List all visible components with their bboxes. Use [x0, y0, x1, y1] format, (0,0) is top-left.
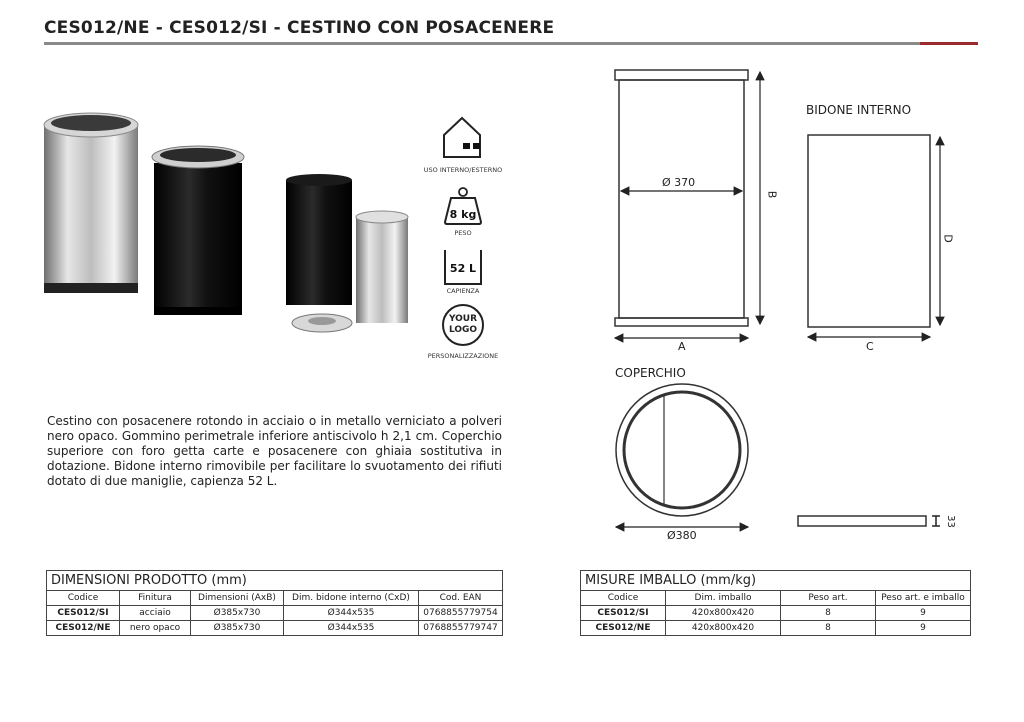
table-row — [581, 606, 971, 621]
table-cell: Ø344x535 — [284, 621, 419, 636]
lid-technical-drawing — [605, 382, 765, 532]
table-cell: CES012/SI — [581, 606, 666, 621]
column-header: Peso art. e imballo — [876, 591, 971, 606]
table-cell: acciaio — [120, 606, 191, 621]
page-title: CES012/NE - CES012/SI - CESTINO CON POSACENERE — [44, 18, 555, 38]
capacity-value: 52 L — [449, 262, 477, 275]
column-header: Dim. bidone interno (CxD) — [284, 591, 419, 606]
table-cell: 9 — [876, 621, 971, 636]
header-rule-accent — [920, 42, 978, 45]
product-dimensions-table — [46, 570, 503, 636]
table-cell: Ø385x730 — [191, 621, 284, 636]
bin-lid-outline — [615, 70, 748, 80]
packing-table-title: MISURE IMBALLO (mm/kg) — [581, 571, 971, 591]
house-icon — [441, 115, 483, 159]
table-cell: 420x800x420 — [666, 621, 781, 636]
table-cell: 9 — [876, 606, 971, 621]
column-header: Codice — [581, 591, 666, 606]
bin-base-outline — [615, 318, 748, 326]
column-header: Peso art. — [781, 591, 876, 606]
product-description: Cestino con posacenere rotondo in acciaio o in metallo verniciato a polveri nero opaco. Gommino perimetrale inferiore antiscivolo h 2,1 cm. Coperchio superiore con foro getta carte e posacenere con ghiaia sostitutiva in dotazione. Bidone interno rimovibile per facilitare lo svuotamento dei rifiuti dotato di due maniglie, capienza 52 L. — [47, 414, 502, 488]
product-table-title: DIMENSIONI PRODOTTO (mm) — [47, 571, 503, 591]
dim-b-label: B — [765, 190, 779, 199]
table-header-row — [581, 591, 971, 606]
lid-height-label: 33 — [944, 515, 956, 528]
inner-bin-title: BIDONE INTERNO — [806, 103, 912, 117]
steel-bin-photo — [44, 113, 138, 293]
packing-table — [580, 570, 971, 636]
dim-a-label: A — [678, 340, 686, 353]
inner-bin-technical-drawing — [800, 130, 960, 345]
capacity-label: CAPIENZA — [446, 287, 480, 295]
column-header: Dimensioni (AxB) — [191, 591, 284, 606]
table-cell: 0768855779747 — [419, 621, 503, 636]
icon-column — [421, 115, 505, 370]
table-row — [581, 621, 971, 636]
column-header: Dim. imballo — [666, 591, 781, 606]
logo-label: PERSONALIZZAZIONE — [427, 352, 499, 360]
table-header-row — [47, 591, 503, 606]
table-cell: Ø344x535 — [284, 606, 419, 621]
inner-bin-outline — [808, 135, 930, 327]
black-bin-body-photo — [286, 174, 352, 305]
weight-label: PESO — [454, 229, 472, 237]
dim-c-label: C — [866, 340, 874, 353]
table-cell: CES012/SI — [47, 606, 120, 621]
logo-line-2: LOGO — [448, 325, 478, 335]
lid-outer-circle — [616, 384, 748, 516]
table-cell: CES012/NE — [47, 621, 120, 636]
table-cell: nero opaco — [120, 621, 191, 636]
table-row — [47, 621, 503, 636]
inner-bucket-photo — [356, 211, 408, 323]
weight-value: 8 kg — [449, 208, 477, 221]
table-row — [47, 606, 503, 621]
column-header: Cod. EAN — [419, 591, 503, 606]
column-header: Finitura — [120, 591, 191, 606]
lid-title: COPERCHIO — [615, 366, 686, 380]
bin-technical-drawing — [600, 60, 780, 360]
bin-body-outline — [619, 80, 744, 318]
black-bin-photo — [152, 146, 244, 315]
table-cell: 420x800x420 — [666, 606, 781, 621]
lid-inner-circle — [624, 392, 740, 508]
dim-d-label: D — [941, 234, 955, 243]
table-cell: CES012/NE — [581, 621, 666, 636]
table-cell: 8 — [781, 621, 876, 636]
column-header: Codice — [47, 591, 120, 606]
use-label: USO INTERNO/ESTERNO — [423, 166, 503, 174]
lid-side-drawing — [796, 512, 946, 532]
header-rule — [44, 42, 920, 45]
diameter-label: Ø 370 — [662, 176, 696, 189]
table-cell: Ø385x730 — [191, 606, 284, 621]
logo-line-1: YOUR — [448, 314, 478, 324]
product-photos — [40, 95, 420, 345]
table-cell: 0768855779754 — [419, 606, 503, 621]
table-cell: 8 — [781, 606, 876, 621]
lid-diameter-label: Ø380 — [667, 529, 697, 542]
lid-photo — [292, 314, 352, 332]
